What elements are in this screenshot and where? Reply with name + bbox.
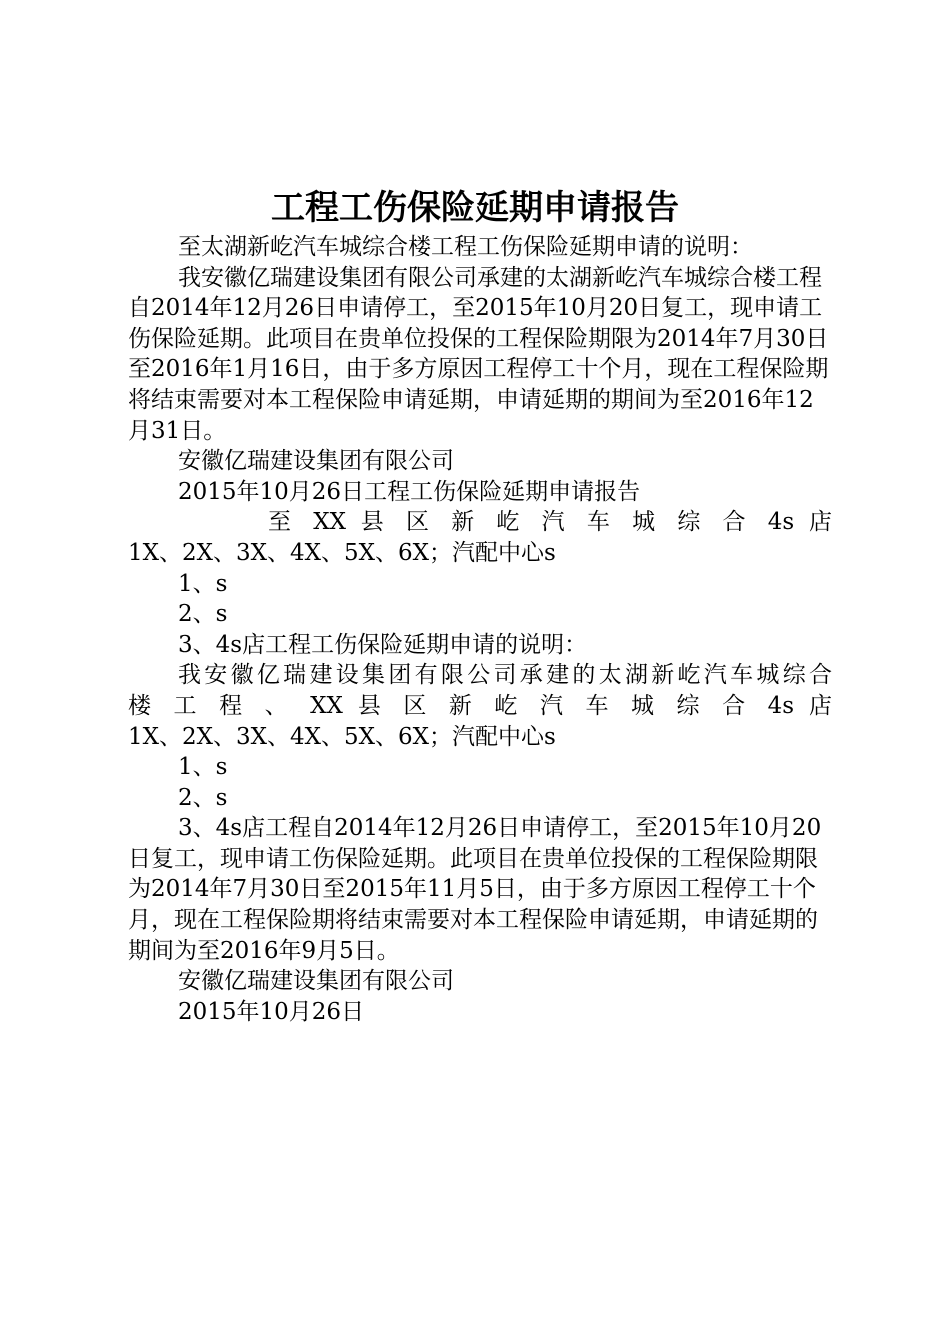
paragraph-main-1: 我安徽亿瑞建设集团有限公司承建的太湖新屹汽车城综合楼工程自2014年12月26日申请停工，至2015年10月20日复工，现申请工伤保险延期。此项目在贵单位投保的工程保险期限为2014年7月30日至2016年1月16日，由于多方原因工程停工十个月，现在工程保险期将结束需要对本工程保险申请延期，申请延期的期间为至2016年12月31日。 — [128, 264, 829, 444]
paragraph-main-3: 3、4s店工程自2014年12月26日申请停工，至2015年10月20日复工，现申请工伤保险延期。此项目在贵单位投保的工程保险期限为2014年7月30日至2015年11月5日，由于多方原因工程停工十个月，现在工程保险期将结束需要对本工程保险申请延期，申请延期的期间为至2016年9月5日。 — [128, 815, 822, 964]
company-signature-1: 安徽亿瑞建设集团有限公司 — [178, 448, 454, 475]
salutation-2-line-2: 1X、2X、3X、4X、5X、6X；汽配中心s — [128, 539, 556, 566]
date-title-line: 2015年10月26日工程工伤保险延期申请报告 — [178, 478, 641, 505]
paragraph-main-2-line-2: 楼 工 程 、 XX 县 区 新 屹 汽 车 城 综 合 4s 店 — [128, 692, 832, 719]
list-item-2: 2、s — [178, 601, 228, 628]
salutation-1: 至太湖新屹汽车城综合楼工程工伤保险延期申请的说明： — [178, 234, 753, 260]
list-item-1: 1、s — [178, 570, 228, 597]
paragraph-main-2-line-1: 我安徽亿瑞建设集团有限公司承建的太湖新屹汽车城综合 — [178, 662, 832, 689]
salutation-2-line-1: 至 XX 县 区 新 屹 汽 车 城 综 合 4s 店 — [268, 509, 832, 536]
date-line: 2015年10月26日 — [178, 998, 365, 1025]
list-item-5: 2、s — [178, 784, 228, 811]
document-body — [128, 232, 832, 1027]
paragraph-main-2-line-3: 1X、2X、3X、4X、5X、6X；汽配中心s — [128, 723, 556, 750]
list-item-3: 3、4s店工程工伤保险延期申请的说明： — [178, 631, 588, 658]
list-item-4: 1、s — [178, 754, 228, 781]
document-title: 工程工伤保险延期申请报告 — [271, 188, 679, 228]
company-signature-2: 安徽亿瑞建设集团有限公司 — [178, 968, 454, 995]
